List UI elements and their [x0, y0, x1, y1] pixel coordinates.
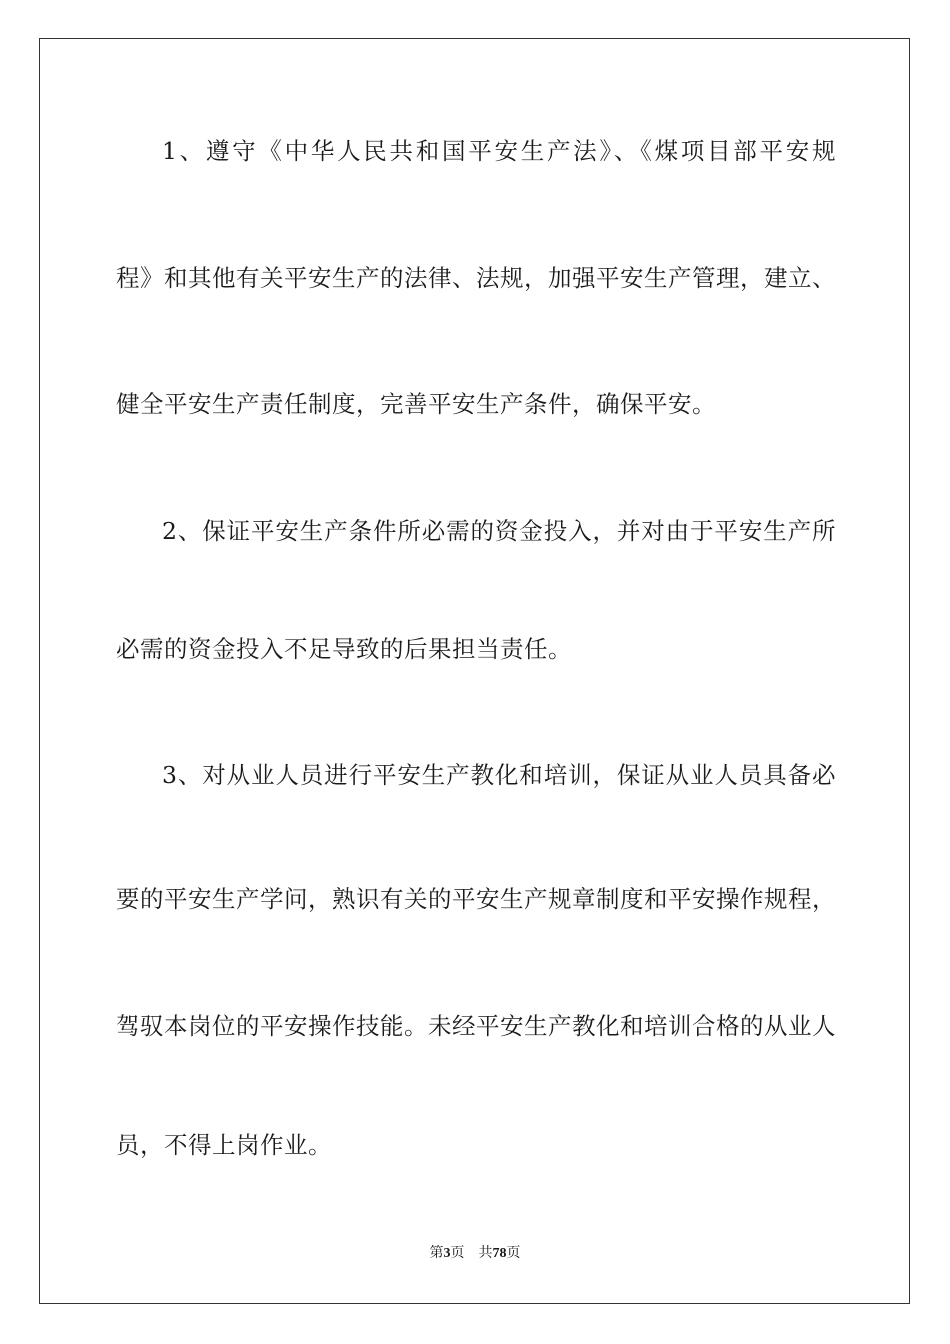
paragraph-1-line-3: 健全平安生产责任制度，完善平安生产条件，确保平安。 [116, 390, 716, 418]
total-label-suffix: 页 [506, 1245, 521, 1261]
total-label-prefix: 共 [478, 1245, 493, 1261]
page-label-suffix: 页 [450, 1245, 465, 1261]
paragraph-2-line-1: 2、保证平安生产条件所必需的资金投入，并对由于平安生产所 [162, 517, 836, 545]
page-border [39, 38, 910, 1304]
paragraph-3-line-2: 要的平安生产学问，熟识有关的平安生产规章制度和平安操作规程， [116, 885, 836, 913]
paragraph-1-line-1: 1、遵守《中华人民共和国平安生产法》、《煤项目部平安规 [162, 137, 836, 165]
page-footer [0, 1243, 950, 1264]
page-label-prefix: 第 [429, 1245, 444, 1261]
paragraph-3-line-3: 驾驭本岗位的平安操作技能。未经平安生产教化和培训合格的从业人 [116, 1012, 836, 1040]
paragraph-2-line-2: 必需的资金投入不足导致的后果担当责任。 [116, 635, 572, 663]
page-number: 3 [443, 1246, 451, 1261]
paragraph-3-line-4: 员，不得上岗作业。 [116, 1131, 332, 1159]
total-pages: 78 [492, 1246, 507, 1261]
paragraph-3-line-1: 3、对从业人员进行平安生产教化和培训，保证从业人员具备必 [162, 761, 836, 789]
paragraph-1-line-2: 程》和其他有关平安生产的法律、法规，加强平安生产管理，建立、 [116, 264, 836, 292]
